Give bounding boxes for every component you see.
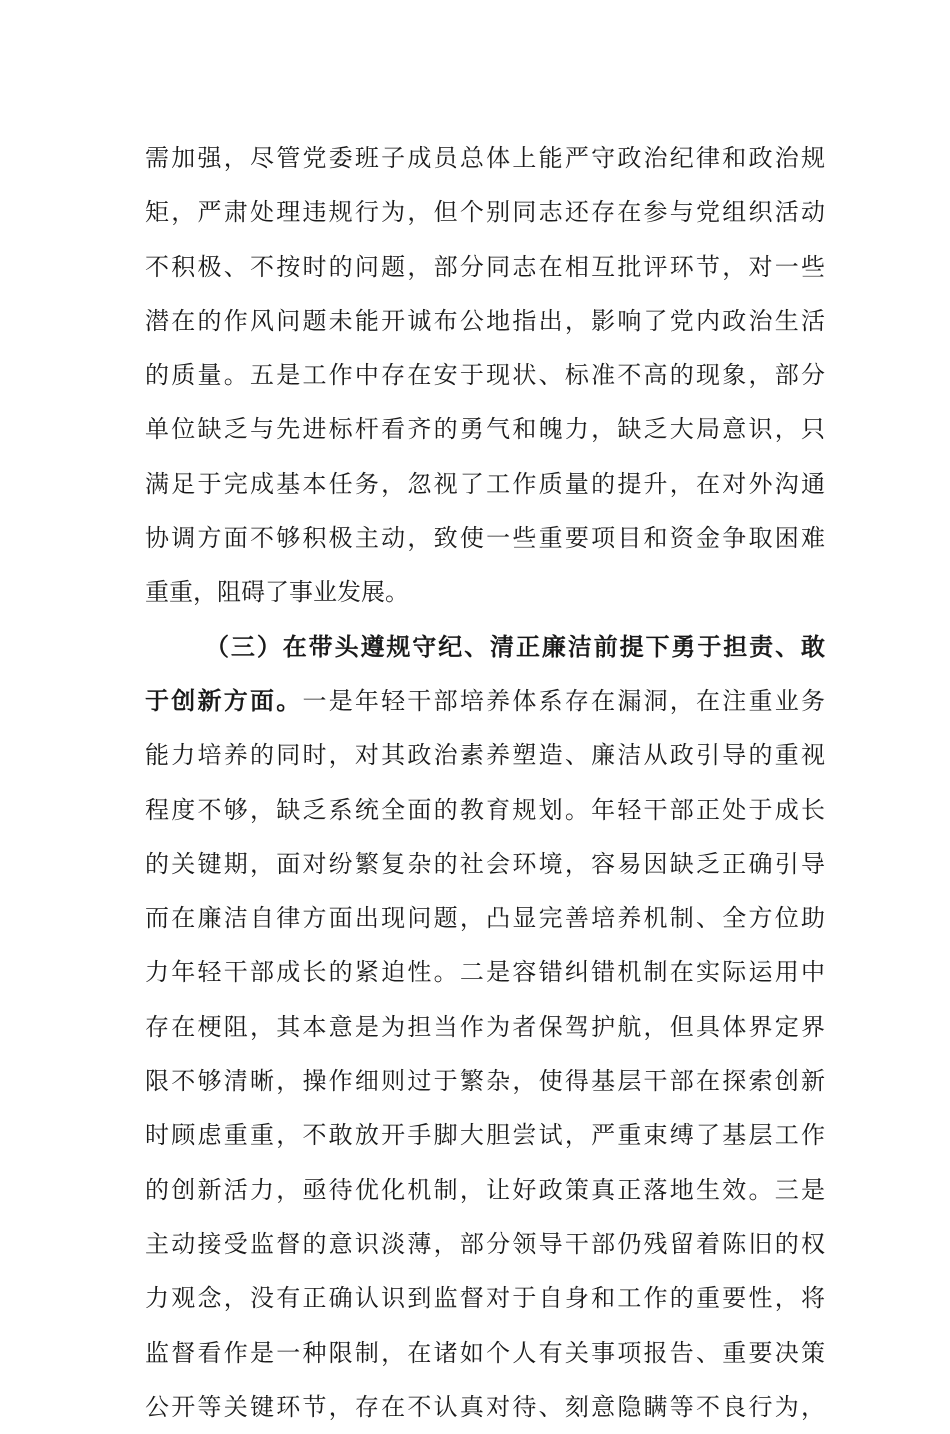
- paragraph-line: 限不够清晰，操作细则过于繁杂，使得基层干部在探索创新: [145, 1067, 825, 1096]
- paragraph-line: 主动接受监督的意识淡薄，部分领导干部仍残留着陈旧的权: [145, 1229, 825, 1258]
- paragraph-line: 时顾虑重重，不敢放开手脚大胆尝试，严重束缚了基层工作: [145, 1121, 825, 1150]
- section-heading-continuation: [145, 674, 825, 728]
- paragraph-line: 的质量。五是工作中存在安于现状、标准不高的现象，部分: [145, 361, 825, 390]
- paragraph-line: 的关键期，面对纷繁复杂的社会环境，容易因缺乏正确引导: [145, 849, 825, 878]
- paragraph-text: 一是年轻干部培养体系存在漏洞，在注重业务: [302, 686, 825, 715]
- paragraph-line: 而在廉洁自律方面出现问题，凸显完善培养机制、全方位助: [145, 904, 825, 933]
- paragraph-line: 公开等关键环节，存在不认真对待、刻意隐瞒等不良行为，: [145, 1392, 825, 1421]
- paragraph-line: 矩，严肃处理违规行为，但个别同志还存在参与党组织活动: [145, 198, 825, 227]
- paragraph-line: 潜在的作风问题未能开诚布公地指出，影响了党内政治生活: [145, 306, 825, 335]
- paragraph-line: 协调方面不够积极主动，致使一些重要项目和资金争取困难: [145, 524, 825, 553]
- paragraph-line: 力年轻干部成长的紧迫性。二是容错纠错机制在实际运用中: [145, 958, 825, 987]
- section-heading-tail: 于创新方面。: [145, 685, 303, 715]
- paragraph-line: 存在梗阻，其本意是为担当作为者保驾护航，但具体界定界: [145, 1012, 825, 1041]
- paragraph-line: 的创新活力，亟待优化机制，让好政策真正落地生效。三是: [145, 1175, 825, 1204]
- paragraph-line: 程度不够，缺乏系统全面的教育规划。年轻干部正处于成长: [145, 795, 825, 824]
- paragraph-line: 能力培养的同时，对其政治素养塑造、廉洁从政引导的重视: [145, 741, 825, 770]
- paragraph-line: 单位缺乏与先进标杆看齐的勇气和魄力，缺乏大局意识，只: [145, 415, 825, 444]
- paragraph-line: 力观念，没有正确认识到监督对于自身和工作的重要性，将: [145, 1284, 825, 1313]
- document-body: [145, 131, 825, 1434]
- paragraph-line: 监督看作是一种限制，在诸如个人有关事项报告、重要决策: [145, 1338, 825, 1367]
- paragraph-line: 不积极、不按时的问题，部分同志在相互批评环节，对一些: [145, 252, 825, 281]
- paragraph-line: 满足于完成基本任务，忽视了工作质量的提升，在对外沟通: [145, 469, 825, 498]
- paragraph-line: 需加强，尽管党委班子成员总体上能严守政治纪律和政治规: [145, 144, 825, 172]
- section-heading: （三）在带头遵规守纪、清正廉洁前提下勇于担责、敢: [205, 631, 825, 661]
- paragraph-line: 重重，阻碍了事业发展。: [145, 578, 409, 607]
